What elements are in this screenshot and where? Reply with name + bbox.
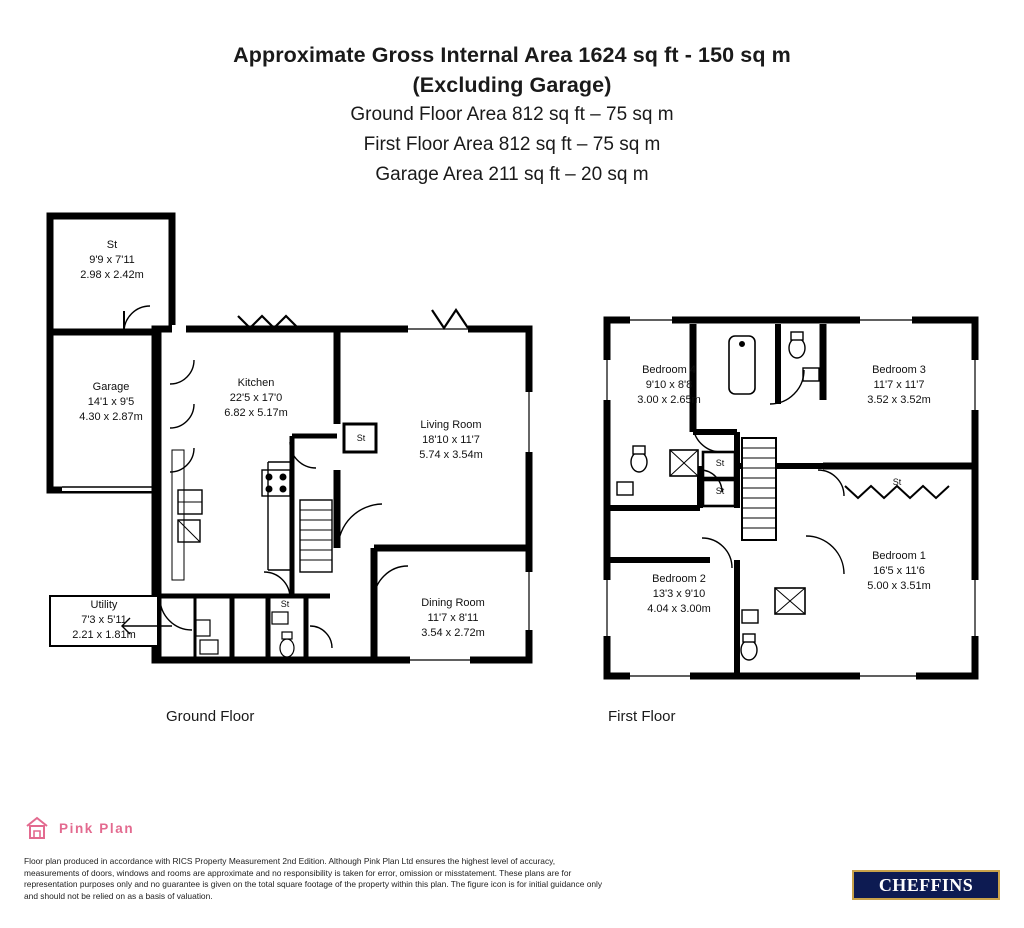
ground-floor-caption: Ground Floor (166, 708, 255, 725)
room-label-st-ground-3: St (280, 599, 290, 609)
room-label-st-ground-1: St 9'9 x 7'11 2.98 x 2.42m (80, 239, 144, 281)
first-floor-caption: First Floor (608, 708, 676, 725)
title-line-2: (Excluding Garage) (412, 73, 612, 97)
garage-area: Garage Area 211 sq ft – 20 sq m (375, 164, 649, 185)
agent-name: CHEFFINS (878, 874, 974, 895)
room-label-st-ground-2: St (356, 433, 366, 443)
brand-name: Pink Plan (59, 820, 135, 836)
room-label-bedroom-4: Bedroom 4 9'10 x 8'8 3.00 x 2.65m (637, 364, 701, 406)
agent-logo (852, 870, 1000, 900)
room-label-dining-room: Dining Room 11'7 x 8'11 3.54 x 2.72m (421, 597, 485, 639)
first-floor-area: First Floor Area 812 sq ft – 75 sq m (363, 134, 661, 155)
pink-plan-brand (24, 815, 134, 841)
room-label-bedroom-1: Bedroom 1 16'5 x 11'6 5.00 x 3.51m (867, 550, 931, 592)
disclaimer-text: Floor plan produced in accordance with RICS Property Measurement 2nd Edition. Although Pink Plan Ltd ensures the highest level of accuracy, measurements of doors, windows and rooms are approximate and no responsibility is taken for error, omission or misstatement. These plans are for representation purposes only and no guarantee is given on the total square footage of the property within this plan. The figure icon is for initial guidance only and should not be relied on as a basis of valuation. (24, 856, 603, 901)
room-label-st-first-2: St (715, 486, 725, 496)
room-label-garage: Garage 14'1 x 9'5 4.30 x 2.87m (79, 381, 143, 423)
room-label-living-room: Living Room 18'10 x 11'7 5.74 x 3.54m (419, 419, 483, 461)
ground-floor-area: Ground Floor Area 812 sq ft – 75 sq m (350, 104, 674, 125)
room-label-st-first-3: St (892, 477, 902, 487)
room-label-st-first-1: St (715, 458, 725, 468)
room-label-bedroom-2: Bedroom 2 13'3 x 9'10 4.04 x 3.00m (647, 573, 711, 615)
house-logo-icon (24, 815, 50, 841)
room-label-utility: Utility 7'3 x 5'11 2.21 x 1.81m (72, 599, 136, 641)
room-label-kitchen: Kitchen 22'5 x 17'0 6.82 x 5.17m (224, 377, 288, 419)
room-label-bedroom-3: Bedroom 3 11'7 x 11'7 3.52 x 3.52m (867, 364, 931, 406)
title-line-1: Approximate Gross Internal Area 1624 sq ft - 150 sq m (233, 43, 791, 67)
